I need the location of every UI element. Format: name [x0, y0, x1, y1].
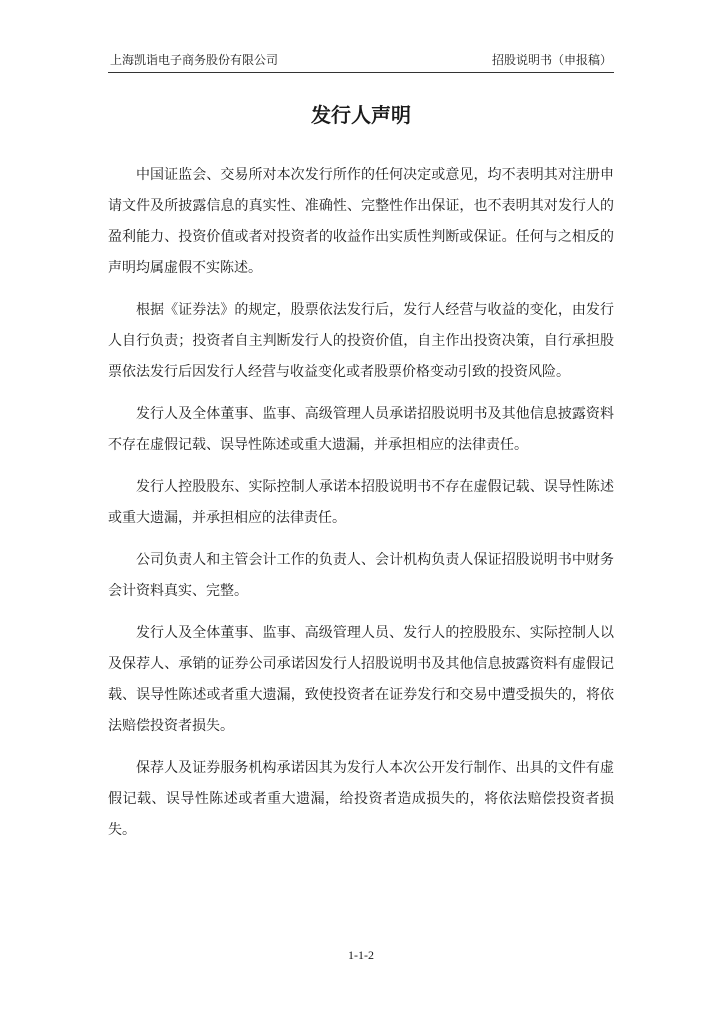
page-header: [108, 50, 614, 73]
declaration-body: [108, 160, 614, 857]
paragraph-financial-accuracy: 公司负责人和主管会计工作的负责人、会计机构负责人保证招股说明书中财务会计资料真实、完整。: [108, 552, 614, 599]
paragraph-compensation-commitment: 发行人及全体董事、监事、高级管理人员、发行人的控股股东、实际控制人以及保荐人、承销的证券公司承诺因发行人招股说明书及其他信息披露资料有虚假记载、误导性陈述或者重大遗漏，致使投资者在证券发行和交易中遭受损失的，将依法赔偿投资者损失。: [108, 625, 614, 734]
paragraph-investment-risk: 根据《证券法》的规定，股票依法发行后，发行人经营与收益的变化，由发行人自行负责；投资者自主判断发行人的投资价值，自主作出投资决策，自行承担股票依法发行后因发行人经营与收益变化或者股票价格变动引致的投资风险。: [108, 302, 614, 380]
header-document-type: 招股说明书（申报稿）: [491, 53, 612, 67]
paragraph-directors-commitment: 发行人及全体董事、监事、高级管理人员承诺招股说明书及其他信息披露资料不存在虚假记载、误导性陈述或重大遗漏，并承担相应的法律责任。: [108, 406, 614, 453]
page-title: 发行人声明: [311, 103, 411, 127]
paragraph-sponsor-commitment: 保荐人及证券服务机构承诺因其为发行人本次公开发行制作、出具的文件有虚假记载、误导性陈述或者重大遗漏，给投资者造成损失的，将依法赔偿投资者损失。: [108, 760, 614, 838]
paragraph-csrc-disclaimer: 中国证监会、交易所对本次发行所作的任何决定或意见，均不表明其对注册申请文件及所披露信息的真实性、准确性、完整性作出保证，也不表明其对发行人的盈利能力、投资价值或者对投资者的收益作出实质性判断或保证。任何与之相反的声明均属虚假不实陈述。: [108, 167, 614, 276]
paragraph-controlling-shareholder-commitment: 发行人控股股东、实际控制人承诺本招股说明书不存在虚假记载、误导性陈述或重大遗漏，并承担相应的法律责任。: [108, 479, 614, 526]
page-number: 1-1-2: [348, 948, 374, 962]
header-company-name: 上海凯诣电子商务股份有限公司: [110, 53, 279, 67]
